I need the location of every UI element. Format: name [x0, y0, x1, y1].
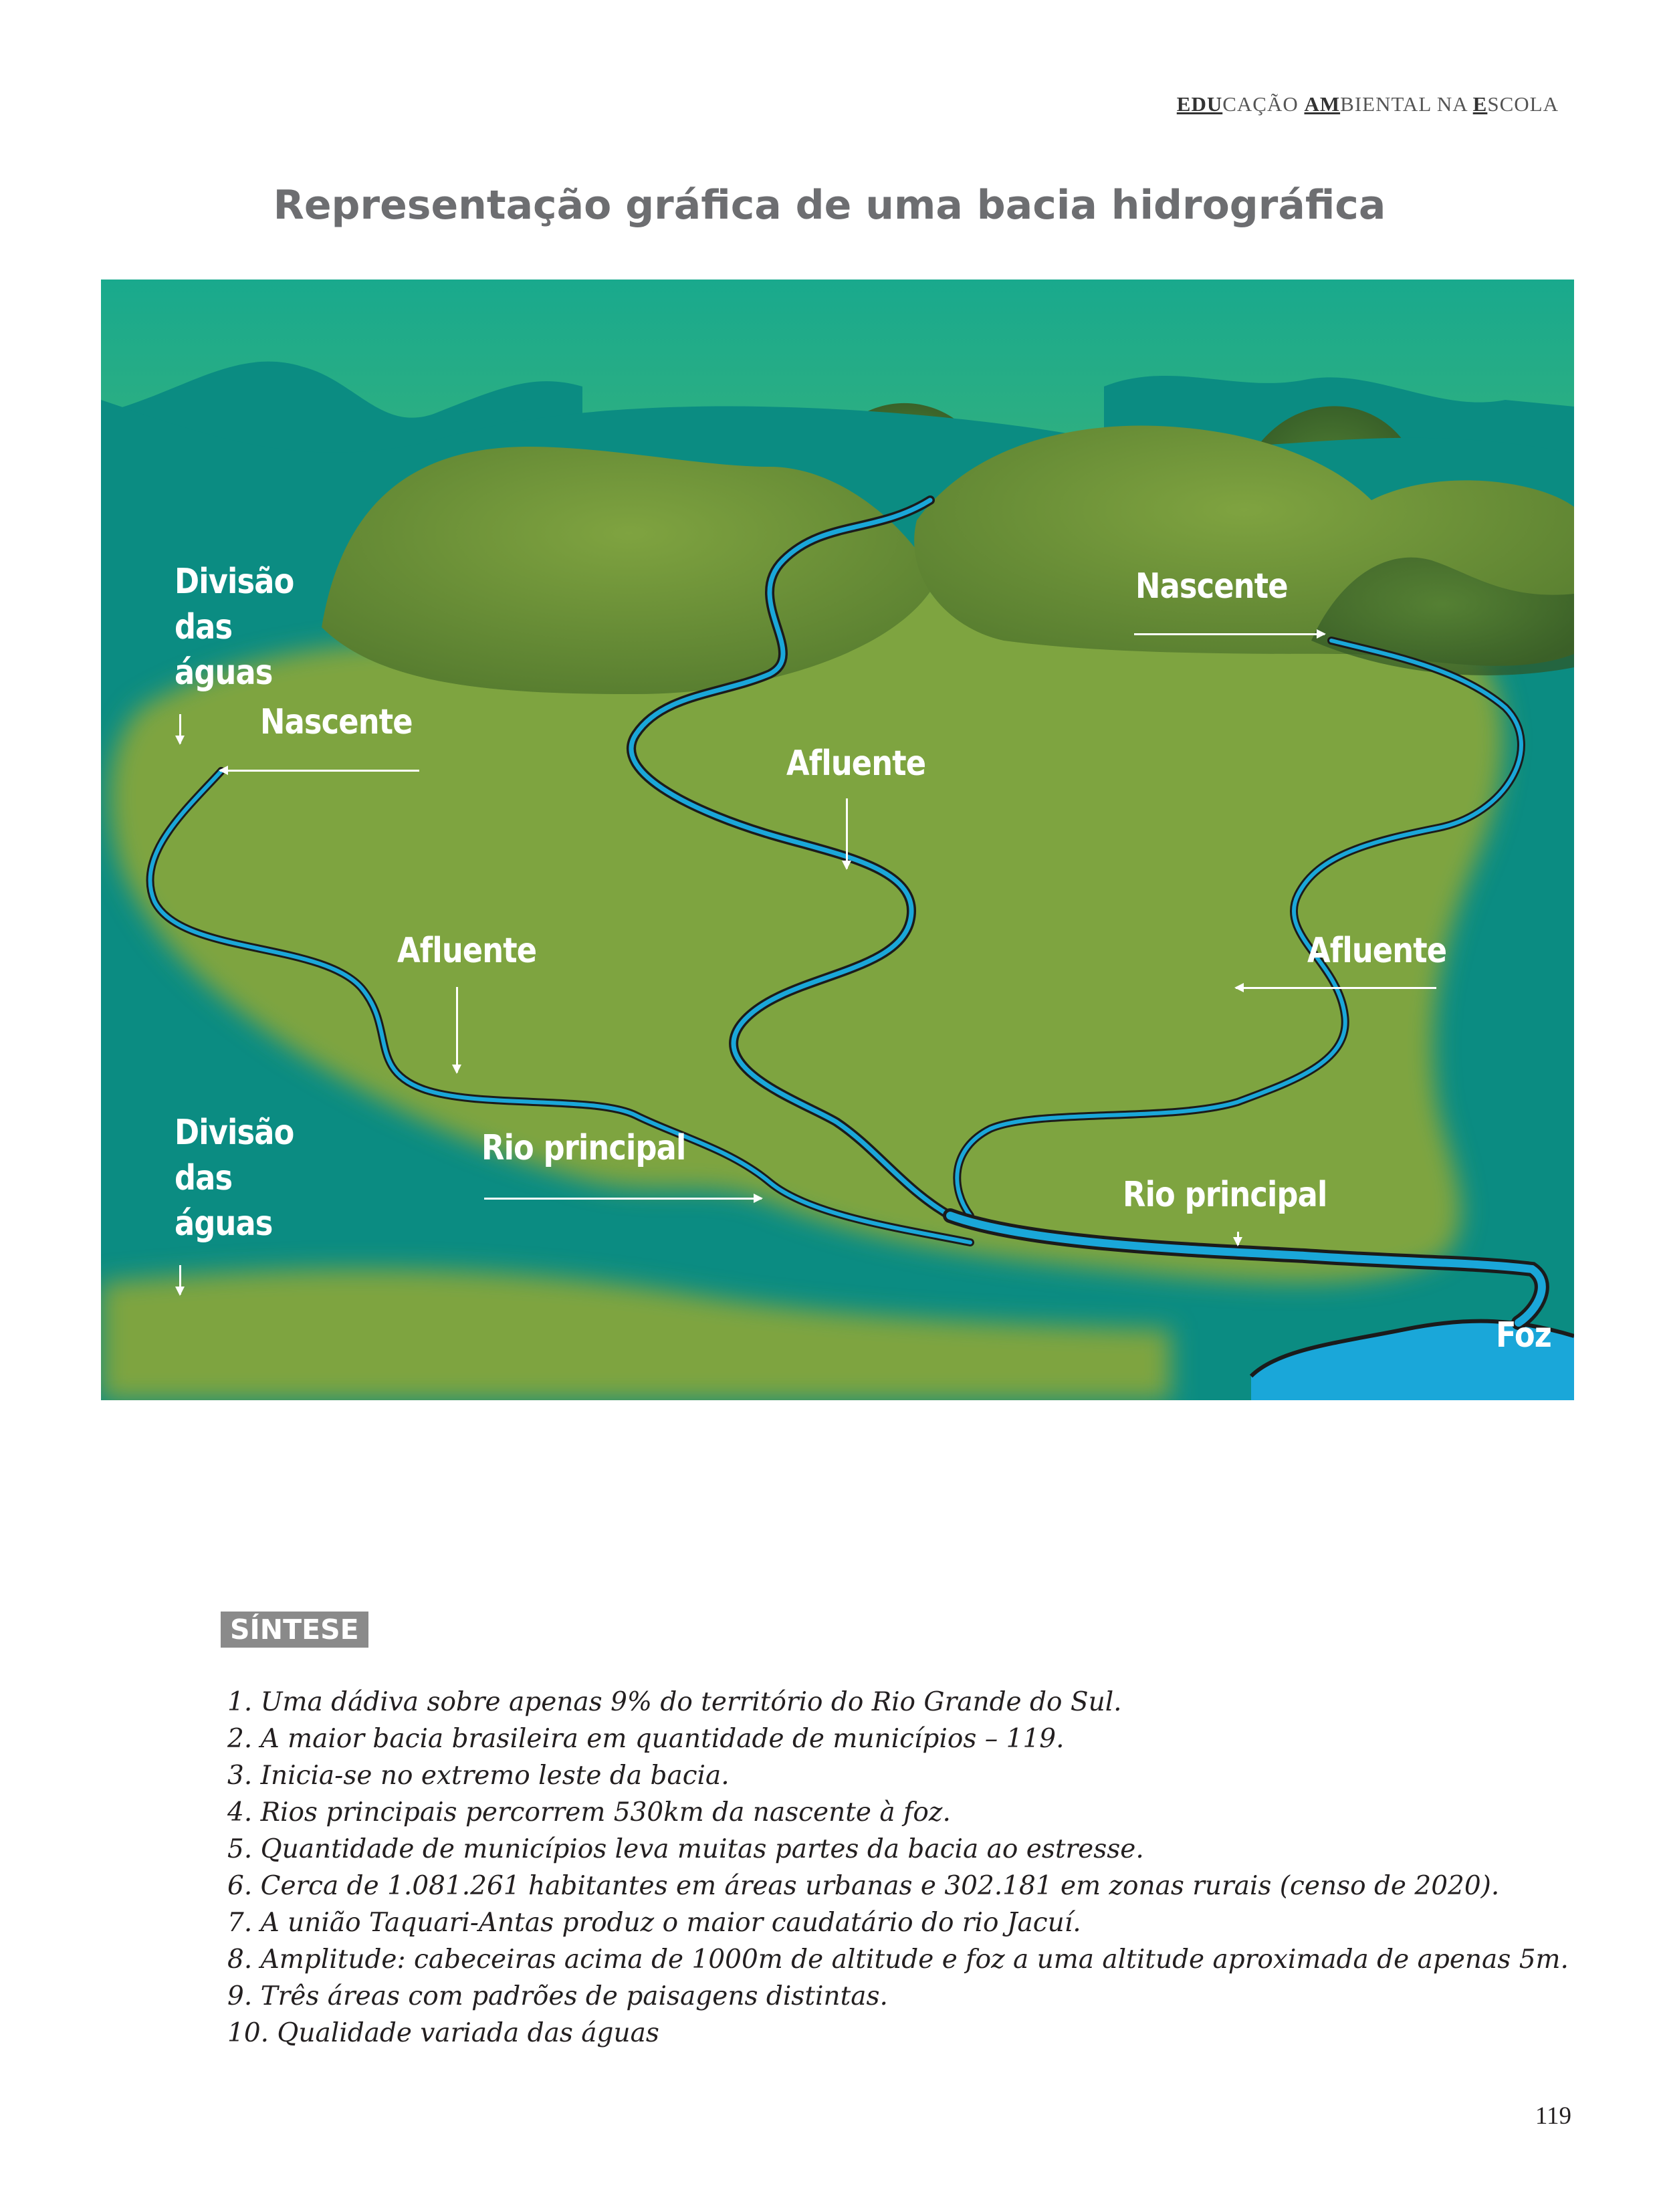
arrow-source-left — [220, 770, 419, 772]
arrow-water-divide-top — [179, 714, 181, 744]
arrow-source-right — [1134, 633, 1325, 635]
watershed-drawing — [101, 280, 1574, 1400]
running-header-part-3: ESCOLA — [1472, 92, 1559, 116]
figure-title: Representação gráfica de uma bacia hidrográfica — [273, 182, 1386, 229]
arrow-tributary-right — [1236, 987, 1436, 989]
running-header — [1177, 92, 1559, 116]
page-number: 119 — [1535, 2102, 1571, 2130]
list-item: 10. Qualidade variada das águas — [227, 2018, 659, 2048]
label-tributary-left: Afluente — [397, 931, 537, 971]
label-mouth: Foz — [1496, 1315, 1551, 1355]
label-source-right: Nascente — [1135, 566, 1288, 606]
list-item: 1. Uma dádiva sobre apenas 9% do território do Rio Grande do Sul. — [227, 1687, 1122, 1717]
synthesis-list — [227, 1684, 1569, 2052]
list-item: 5. Quantidade de municípios leva muitas partes da bacia ao estresse. — [227, 1834, 1144, 1864]
arrow-water-divide-bottom — [179, 1265, 181, 1295]
synthesis-badge: SÍNTESE — [221, 1612, 368, 1648]
label-water-divide-bottom: Divisão das águas — [175, 1113, 294, 1244]
label-main-river-left: Rio principal — [481, 1128, 686, 1168]
list-item: 6. Cerca de 1.081.261 habitantes em áreas urbanas e 302.181 em zonas rurais (censo de 2020). — [227, 1871, 1500, 1901]
arrow-main-river-left — [484, 1198, 762, 1200]
label-source-left: Nascente — [260, 702, 413, 742]
list-item: 9. Três áreas com padrões de paisagens distintas. — [227, 1981, 888, 2011]
running-header-part-1: EDUCAÇÃO — [1176, 92, 1305, 116]
arrow-tributary-left — [456, 987, 458, 1073]
label-main-river-right: Rio principal — [1123, 1175, 1327, 1215]
list-item: 7. A união Taquari-Antas produz o maior caudatário do rio Jacuí. — [227, 1908, 1081, 1938]
list-item: 3. Inicia-se no extremo leste da bacia. — [227, 1761, 730, 1791]
list-item: 2. A maior bacia brasileira em quantidade de municípios – 119. — [227, 1724, 1065, 1754]
list-item: 4. Rios principais percorrem 530km da nascente à foz. — [227, 1797, 951, 1828]
label-tributary-right: Afluente — [1307, 931, 1447, 971]
running-header-part-2: AMBIENTAL NA — [1304, 92, 1473, 116]
label-water-divide-top: Divisão das águas — [175, 562, 294, 693]
arrow-main-river-right — [1237, 1232, 1239, 1245]
watershed-illustration — [101, 280, 1574, 1400]
list-item: 8. Amplitude: cabeceiras acima de 1000m de altitude e foz a uma altitude aproximada de apenas 5m. — [227, 1945, 1569, 1975]
label-tributary-center: Afluente — [786, 744, 926, 784]
arrow-tributary-center — [846, 798, 848, 869]
